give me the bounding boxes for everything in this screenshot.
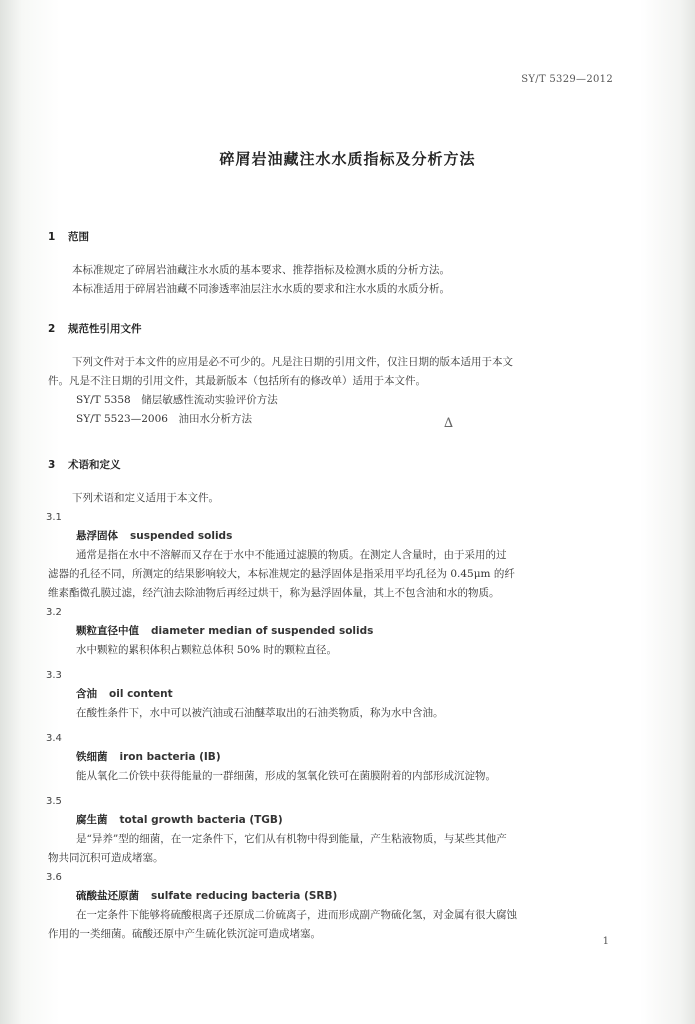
term-definition: 物共同沉积可造成堵塞。 <box>48 852 164 864</box>
reference-item: SY/T 5523—2006 油田水分析方法 <box>76 413 252 425</box>
paragraph: 下列术语和定义适用于本文件。 <box>72 492 219 504</box>
term-definition: 滤器的孔径不同，所测定的结果影响较大，本标准规定的悬浮固体是指采用平均孔径为 0.45μm 的纤 <box>48 568 515 580</box>
paragraph: 件。凡是不注日期的引用文件，其最新版本（包括所有的修改单）适用于本文件。 <box>48 375 426 387</box>
clause-number: 3.3 <box>46 670 62 681</box>
clause-number: 3.2 <box>46 607 62 618</box>
paragraph: 本标准规定了碎屑岩油藏注水水质的基本要求、推荐指标及检测水质的分析方法。 <box>72 264 450 276</box>
term-definition: 通常是指在水中不溶解而又存在于水中不能通过滤膜的物质。在测定人含量时，由于采用的过 <box>76 549 507 561</box>
section-number: 1 <box>48 231 56 243</box>
clause-number: 3.1 <box>46 512 62 523</box>
clause-number: 3.4 <box>46 733 62 744</box>
term-definition: 在一定条件下能够将硫酸根离子还原成二价硫离子，进而形成副产物硫化氢，对金属有很大腐蚀 <box>76 909 517 921</box>
term-entry <box>48 748 628 767</box>
term-english: total growth bacteria (TGB) <box>119 814 283 826</box>
term-entry <box>48 811 628 830</box>
term-entry <box>48 622 628 641</box>
term-chinese: 硫酸盐还原菌 <box>76 890 139 902</box>
section-number: 2 <box>48 323 56 335</box>
term-chinese: 含油 <box>76 688 97 700</box>
section-scope <box>48 228 628 299</box>
section-heading <box>48 320 628 339</box>
term-english: oil content <box>109 688 173 700</box>
section-heading <box>48 456 628 475</box>
term-entry <box>48 887 628 906</box>
standard-number: SY/T 5329—2012 <box>521 74 613 85</box>
term-chinese: 颗粒直径中值 <box>76 625 139 637</box>
term-chinese: 铁细菌 <box>76 751 108 763</box>
term-definition: 能从氧化二价铁中获得能量的一群细菌，形成的氢氧化铁可在菌膜附着的内部形成沉淀物。 <box>76 770 496 782</box>
section-normative-references <box>48 320 628 429</box>
section-heading <box>48 228 628 247</box>
term-definition: 维素酯微孔膜过滤，经汽油去除油物后再经过烘干，称为悬浮固体量，其上不包含油和水的物质。 <box>48 587 500 599</box>
clause-number: 3.6 <box>46 872 62 883</box>
term-definition: 水中颗粒的累积体积占颗粒总体积 50% 时的颗粒直径。 <box>76 644 338 656</box>
clause-number: 3.5 <box>46 796 62 807</box>
term-english: suspended solids <box>130 530 233 542</box>
section-title: 范围 <box>68 231 89 243</box>
term-definition: 是“异养”型的细菌，在一定条件下，它们从有机物中得到能量，产生粘液物质，与某些其他产 <box>76 833 507 845</box>
term-english: diameter median of suspended solids <box>151 625 374 637</box>
document-title: 碎屑岩油藏注水水质指标及分析方法 <box>219 150 476 168</box>
paragraph: 下列文件对于本文件的应用是必不可少的。凡是注日期的引用文件，仅注日期的版本适用于本文 <box>72 356 513 368</box>
page-number: 1 <box>602 936 609 947</box>
term-chinese: 腐生菌 <box>76 814 108 826</box>
term-english: sulfate reducing bacteria (SRB) <box>151 890 338 902</box>
section-title: 规范性引用文件 <box>68 323 142 335</box>
term-entry <box>48 685 628 704</box>
reference-item: SY/T 5358 储层敏感性流动实验评价方法 <box>76 394 278 406</box>
term-definition: 作用的一类细菌。硫酸还原中产生硫化铁沉淀可造成堵塞。 <box>48 928 321 940</box>
term-entry <box>48 527 628 546</box>
section-terms-definitions <box>48 456 628 944</box>
triangle-mark-icon: ∆ <box>444 416 454 431</box>
term-definition: 在酸性条件下，水中可以被汽油或石油醚萃取出的石油类物质，称为水中含油。 <box>76 707 444 719</box>
term-english: iron bacteria (IB) <box>119 751 221 763</box>
section-number: 3 <box>48 459 56 471</box>
term-chinese: 悬浮固体 <box>76 530 118 542</box>
paragraph: 本标准适用于碎屑岩油藏不同渗透率油层注水水质的要求和注水水质的水质分析。 <box>72 283 450 295</box>
section-title: 术语和定义 <box>68 459 121 471</box>
